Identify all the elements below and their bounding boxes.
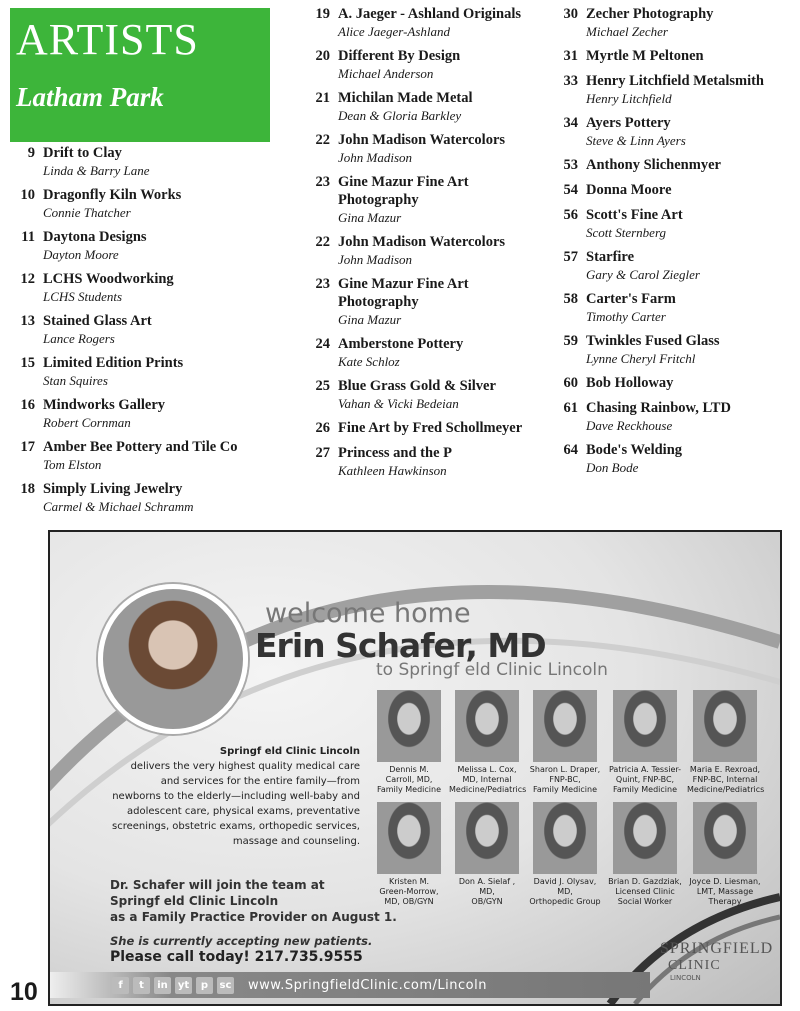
booth-number: 15 (20, 355, 35, 371)
doctor-caption: Carroll, MD, (385, 775, 433, 784)
ad-body-text: delivers the very highest quality medical care and services for the entire family—from newborns to the elderly—including well-baby and adolescent care, physical exams, preventative screenings, obstetric exams, orthopedic services, massage and counseling. (112, 761, 360, 847)
doctor-caption: OB/GYN (471, 897, 503, 906)
artist-entry (303, 419, 538, 437)
artist-column-1 (8, 144, 268, 522)
ad-doctor-name: Erin Schafer, MD (255, 626, 546, 665)
doctor-caption: Patricia A. Tessier- (608, 765, 682, 774)
booth-number: 64 (563, 442, 578, 458)
doctor-caption: Dennis M. (389, 765, 429, 774)
doctor-caption: MD, (557, 887, 573, 896)
artist-business: Daytona Designs (43, 229, 147, 245)
doctor-caption: Licensed Clinic (615, 887, 675, 896)
artist-entry (551, 374, 791, 392)
artist-name: Carmel & Michael Schramm (43, 499, 194, 514)
doctor-caption: FNP-BC, Internal (692, 775, 758, 784)
artist-business: Dragonfly Kiln Works (43, 187, 182, 203)
artist-business: Ayers Pottery (586, 115, 671, 131)
artist-column-2 (303, 5, 538, 486)
doctor-card (449, 690, 525, 795)
booth-number: 34 (563, 115, 578, 131)
doctor-caption: Kristen M. (388, 877, 430, 886)
booth-number: 13 (20, 313, 35, 329)
artist-entry (8, 270, 268, 305)
artist-name: Henry Litchfield (586, 91, 672, 106)
doctor-caption: Maria E. Rexroad, (689, 765, 761, 774)
twitter-icon[interactable]: t (133, 977, 150, 994)
artist-name: Timothy Carter (586, 309, 666, 324)
doctor-caption: Green-Morrow, (379, 887, 439, 896)
page-number: 10 (10, 978, 38, 1006)
artist-business: Gine Mazur Fine Art Photography (338, 174, 469, 208)
doctor-caption: LMT, Massage (696, 887, 754, 896)
logo-line: SPRINGFIELD (660, 940, 774, 957)
artist-name: Gina Mazur (338, 312, 402, 327)
booth-number: 22 (315, 234, 330, 250)
doctor-caption: Family Medicine (532, 785, 598, 794)
booth-number: 18 (20, 481, 35, 497)
doctor-photo (693, 690, 757, 762)
doctor-caption: MD, (479, 887, 495, 896)
artist-entry (551, 248, 791, 283)
doctor-photo (533, 690, 597, 762)
artist-business: Drift to Clay (43, 145, 122, 161)
booth-number: 54 (563, 182, 578, 198)
artist-business: Different By Design (338, 48, 461, 64)
artist-name: Dave Reckhouse (586, 418, 673, 433)
artist-name: Kathleen Hawkinson (338, 463, 447, 478)
artist-business: Starfire (586, 249, 635, 265)
doctor-photo (533, 802, 597, 874)
ad-join (110, 877, 397, 925)
artist-entry (303, 377, 538, 412)
doctor-photo (613, 802, 677, 874)
ad-to-clinic: to Springf eld Clinic Lincoln (376, 660, 608, 680)
website-link[interactable]: www.SpringfieldClinic.com/Lincoln (248, 977, 487, 993)
artist-business: Zecher Photography (586, 6, 714, 22)
doctor-caption: Medicine/Pediatrics (449, 785, 527, 794)
clinic-icon[interactable]: sc (217, 977, 234, 994)
artist-name: Linda & Barry Lane (43, 163, 150, 178)
ad-join-line: as a Family Practice Provider on August 1. (110, 910, 397, 924)
doctor-card (607, 690, 683, 795)
artist-business: Blue Grass Gold & Silver (338, 378, 496, 394)
ad-join-line: Springf eld Clinic Lincoln (110, 894, 279, 908)
booth-number: 59 (563, 333, 578, 349)
artist-name: Robert Cornman (43, 415, 131, 430)
doctor-card (527, 802, 603, 907)
artist-name: Gary & Carol Ziegler (586, 267, 700, 282)
artist-business: John Madison Watercolors (338, 234, 506, 250)
artist-entry (303, 335, 538, 370)
booth-number: 23 (315, 174, 330, 190)
artist-name: John Madison (338, 252, 413, 267)
doctor-card (607, 802, 683, 907)
artist-name: Vahan & Vicki Bedeian (338, 396, 459, 411)
booth-number: 21 (315, 90, 330, 106)
ad-body (110, 744, 360, 849)
doctor-card (687, 690, 763, 795)
doctor-caption: Quint, FNP-BC, (615, 775, 675, 784)
youtube-icon[interactable]: yt (175, 977, 192, 994)
artist-name: John Madison (338, 150, 413, 165)
booth-number: 12 (20, 271, 35, 287)
artist-business: Henry Litchfield Metalsmith (586, 73, 765, 89)
doctor-caption: MD, Internal (462, 775, 512, 784)
artist-business: Simply Living Jewelry (43, 481, 183, 497)
artist-entry (551, 206, 791, 241)
booth-number: 19 (315, 6, 330, 22)
artist-entry (551, 181, 791, 199)
artist-business: Carter's Farm (586, 291, 676, 307)
artist-business: Donna Moore (586, 182, 672, 198)
doctor-photo (455, 690, 519, 762)
booth-number: 9 (27, 145, 35, 161)
booth-number: 58 (563, 291, 578, 307)
doctor-portrait (98, 584, 248, 734)
booth-number: 53 (563, 157, 578, 173)
artist-name: LCHS Students (43, 289, 123, 304)
booth-number: 25 (315, 378, 330, 394)
ad-welcome: welcome home (265, 598, 471, 629)
artist-entry (8, 438, 268, 473)
artist-name: Dayton Moore (43, 247, 119, 262)
artist-business: A. Jaeger - Ashland Originals (338, 6, 522, 22)
artist-name: Tom Elston (43, 457, 102, 472)
booth-number: 26 (315, 420, 330, 436)
artist-entry (551, 5, 791, 40)
booth-number: 31 (563, 48, 578, 64)
artist-business: Mindworks Gallery (43, 397, 166, 413)
artist-entry (303, 444, 538, 479)
ad-join-line: Dr. Schafer will join the team at (110, 878, 325, 892)
artist-entry (551, 47, 791, 65)
artist-entry (8, 396, 268, 431)
doctor-caption: David J. Olysav, (533, 877, 597, 886)
artist-name: Michael Zecher (586, 24, 668, 39)
artist-entry (303, 131, 538, 166)
artist-name: Kate Schloz (338, 354, 400, 369)
artist-business: Myrtle M Peltonen (586, 48, 704, 64)
booth-number: 23 (315, 276, 330, 292)
booth-number: 11 (21, 229, 35, 245)
doctor-photo (693, 802, 757, 874)
doctor-card (687, 802, 763, 907)
booth-number: 61 (563, 400, 578, 416)
facebook-icon[interactable]: f (112, 977, 129, 994)
doctor-caption: Therapy (708, 897, 742, 906)
booth-number: 16 (20, 397, 35, 413)
artist-entry (551, 399, 791, 434)
artist-name: Stan Squires (43, 373, 108, 388)
artist-entry (8, 144, 268, 179)
artist-business: Scott's Fine Art (586, 207, 683, 223)
doctor-card (527, 690, 603, 795)
artist-business: Michilan Made Metal (338, 90, 473, 106)
artist-entry (303, 5, 538, 40)
artist-name: Lynne Cheryl Fritchl (586, 351, 696, 366)
doctor-photo (377, 690, 441, 762)
doctor-photo (455, 802, 519, 874)
artist-business: Twinkles Fused Glass (586, 333, 720, 349)
artist-entry (303, 173, 538, 226)
artist-business: Amber Bee Pottery and Tile Co (43, 439, 238, 455)
section-title: ARTISTS (16, 15, 199, 64)
ad-accepting: She is currently accepting new patients. (110, 934, 373, 948)
doctor-caption: Don A. Sielaf , (458, 877, 516, 886)
artist-business: Bob Holloway (586, 375, 674, 391)
doctor-caption: FNP-BC, (549, 775, 581, 784)
artist-name: Michael Anderson (338, 66, 434, 81)
artist-business: Bode's Welding (586, 442, 683, 458)
artist-name: Gina Mazur (338, 210, 402, 225)
booth-number: 20 (315, 48, 330, 64)
artist-entry (8, 228, 268, 263)
artist-name: Don Bode (586, 460, 639, 475)
artist-name: Lance Rogers (43, 331, 115, 346)
artist-business: Limited Edition Prints (43, 355, 184, 371)
booth-number: 56 (563, 207, 578, 223)
artist-entry (303, 89, 538, 124)
booth-number: 30 (563, 6, 578, 22)
artist-business: Princess and the P (338, 445, 452, 461)
section-header (10, 8, 270, 142)
booth-number: 22 (315, 132, 330, 148)
doctor-caption: Family Medicine (612, 785, 678, 794)
artist-business: Gine Mazur Fine Art Photography (338, 276, 469, 310)
doctor-caption: Social Worker (617, 897, 673, 906)
ad-call: Please call today! 217.735.9555 (110, 949, 363, 965)
doctor-photo (613, 690, 677, 762)
artist-entry (8, 186, 268, 221)
booth-number: 33 (563, 73, 578, 89)
artist-name: Dean & Gloria Barkley (338, 108, 462, 123)
springfield-clinic-logo (660, 940, 773, 982)
booth-number: 57 (563, 249, 578, 265)
section-subtitle: Latham Park (16, 82, 164, 112)
artist-entry (8, 354, 268, 389)
artist-entry (8, 480, 268, 515)
doctor-caption: Brian D. Gazdziak, (608, 877, 682, 886)
artist-name: Scott Sternberg (586, 225, 667, 240)
artist-entry (8, 312, 268, 347)
artist-entry (551, 156, 791, 174)
artist-entry (551, 441, 791, 476)
doctor-photo (377, 802, 441, 874)
artist-name: Alice Jaeger-Ashland (338, 24, 451, 39)
artist-entry (551, 332, 791, 367)
artist-column-3 (551, 5, 791, 483)
artist-entry (551, 72, 791, 107)
booth-number: 27 (315, 445, 330, 461)
doctor-caption: Family Medicine (376, 785, 442, 794)
doctor-caption: Joyce D. Liesman, (689, 877, 761, 886)
artist-entry (303, 275, 538, 328)
logo-line: LINCOLN (670, 974, 701, 982)
doctor-caption: Sharon L. Draper, (529, 765, 601, 774)
clinic-advertisement (48, 530, 782, 1006)
artist-business: Fine Art by Fred Schollmeyer (338, 420, 523, 436)
doctor-card (449, 802, 525, 907)
artist-entry (551, 114, 791, 149)
doctor-caption: Melissa L. Cox, (457, 765, 517, 774)
pinterest-icon[interactable]: p (196, 977, 213, 994)
booth-number: 10 (20, 187, 35, 203)
doctor-caption: Orthopedic Group (529, 897, 601, 906)
artist-business: Chasing Rainbow, LTD (586, 400, 731, 416)
ad-body-bold: Springf eld Clinic Lincoln (219, 746, 360, 757)
linkedin-icon[interactable]: in (154, 977, 171, 994)
ad-footer-bar (50, 972, 650, 998)
doctor-caption: Medicine/Pediatrics (687, 785, 765, 794)
artist-entry (303, 233, 538, 268)
booth-number: 60 (563, 375, 578, 391)
booth-number: 24 (315, 336, 330, 352)
artist-business: Stained Glass Art (43, 313, 152, 329)
doctor-card (371, 690, 447, 795)
artist-business: John Madison Watercolors (338, 132, 506, 148)
artist-business: LCHS Woodworking (43, 271, 174, 287)
artist-name: Connie Thatcher (43, 205, 131, 220)
booth-number: 17 (20, 439, 35, 455)
doctor-caption: MD, OB/GYN (384, 897, 434, 906)
artist-business: Anthony Slichenmyer (586, 157, 721, 173)
artist-entry (551, 290, 791, 325)
artist-business: Amberstone Pottery (338, 336, 464, 352)
artist-name: Steve & Linn Ayers (586, 133, 686, 148)
logo-line: CLINIC (668, 958, 721, 973)
artist-entry (303, 47, 538, 82)
